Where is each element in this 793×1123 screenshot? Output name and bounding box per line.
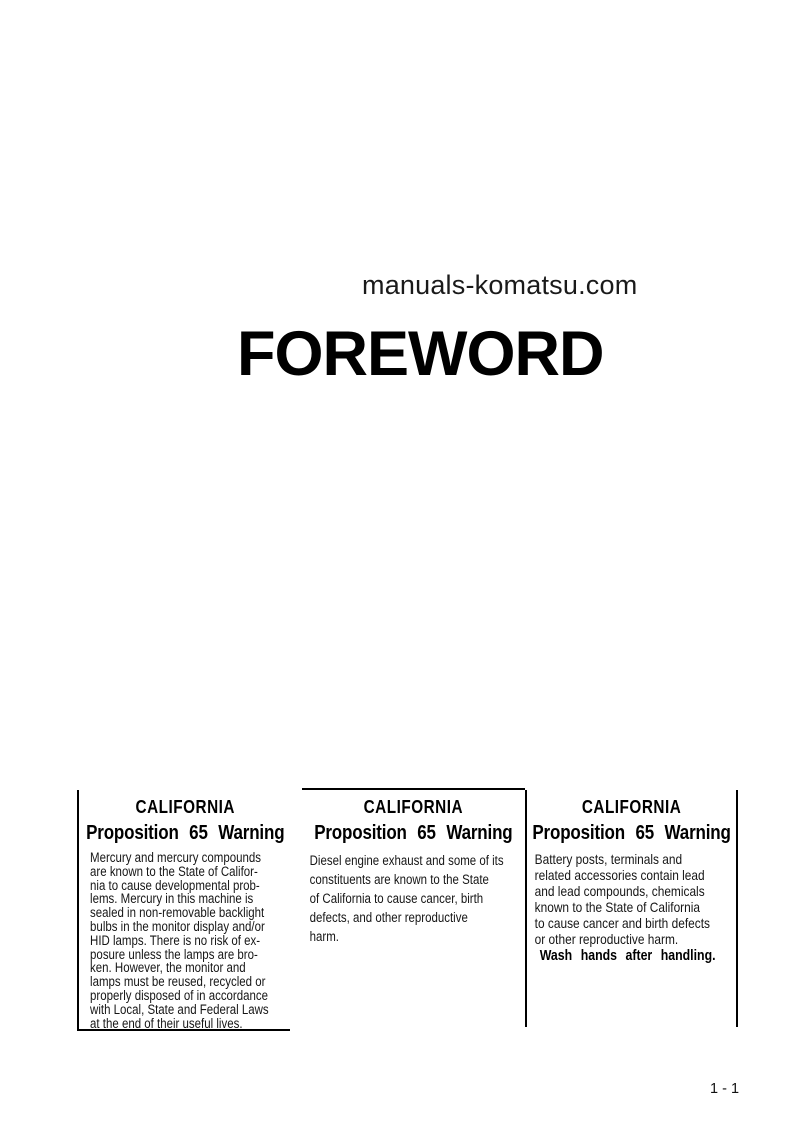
warning-paragraph: [79, 845, 292, 1030]
warning-line: harm.: [309, 929, 339, 944]
warning-paragraph: [527, 845, 736, 947]
warning-line: nia to cause developmental prob-: [90, 877, 260, 893]
warning-line: bulbs in the monitor display and/or: [90, 918, 265, 934]
watermark-text: manuals-komatsu.com: [362, 270, 638, 300]
warning-line: HID lamps. There is no risk of ex-: [90, 932, 261, 948]
warning-subheading: Proposition 65 Warning: [86, 822, 285, 844]
warning-line: Mercury and mercury compounds: [90, 850, 261, 865]
warning-line: at the end of their useful lives.: [90, 1015, 243, 1031]
warning-line: to cause cancer and birth defects: [534, 915, 710, 931]
page-number: 1 - 1: [710, 1081, 740, 1097]
warning-box-content: [527, 790, 736, 964]
warning-box-mercury: [77, 790, 290, 1031]
warning-line: with Local, State and Federal Laws: [90, 1001, 269, 1017]
warning-line: related accessories contain lead: [534, 867, 705, 883]
warning-subheading: Proposition 65 Warning: [532, 822, 731, 844]
warning-box-content: [302, 790, 525, 946]
warning-line: known to the State of California: [534, 899, 701, 915]
warning-line: defects, and other reproductive: [309, 910, 468, 925]
warning-line: and lead compounds, chemicals: [534, 883, 705, 899]
warning-state-heading: CALIFORNIA: [363, 797, 464, 817]
warning-line: properly disposed of in accordance: [90, 987, 269, 1003]
warning-paragraph: [302, 845, 525, 946]
warning-state-heading: CALIFORNIA: [135, 797, 235, 817]
warning-line: or other reproductive harm.: [534, 931, 679, 947]
warning-box-content: [79, 790, 292, 1030]
warning-line: posure unless the lamps are bro-: [90, 946, 258, 962]
warning-line: of California to cause cancer, birth: [309, 891, 484, 906]
warning-line: are known to the State of Califor-: [90, 863, 258, 879]
warning-box-battery: [525, 790, 738, 1027]
warning-line: lems. Mercury in this machine is: [90, 891, 254, 907]
page-title: FOREWORD: [237, 319, 604, 389]
warning-line: Diesel engine exhaust and some of its: [309, 853, 504, 868]
warning-line: constituents are known to the State: [309, 872, 489, 887]
warning-bold-note: Wash hands after handling.: [539, 948, 716, 964]
warning-line: Battery posts, terminals and: [534, 851, 683, 867]
warning-subheading: Proposition 65 Warning: [314, 822, 513, 844]
warning-state-heading: CALIFORNIA: [581, 797, 682, 817]
warning-line: ken. However, the monitor and: [90, 960, 246, 976]
warning-box-diesel: [302, 788, 525, 948]
warning-line: lamps must be reused, recycled or: [90, 974, 266, 990]
warning-line: sealed in non-removable backlight: [90, 905, 265, 921]
